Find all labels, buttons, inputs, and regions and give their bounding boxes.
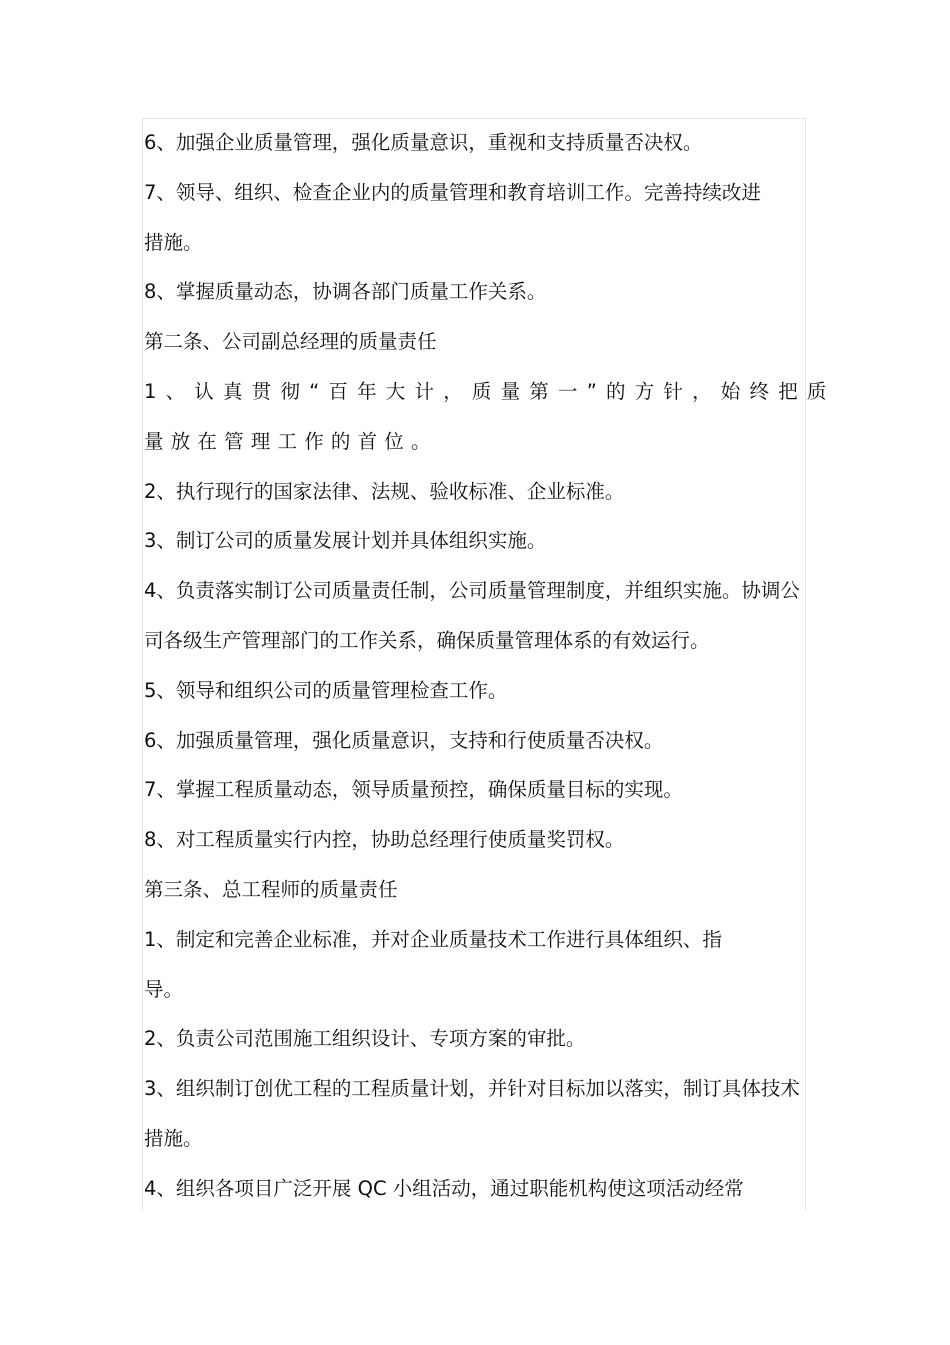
text-line: 措施。: [144, 1126, 203, 1150]
text-line: 量放在管理工作的首位。: [144, 429, 438, 453]
text-line: 5、领导和组织公司的质量管理检查工作。: [144, 678, 508, 702]
text-line: 1、认真贯彻“百年大计，质量第一”的方针，始终把质: [144, 379, 836, 403]
text-line: 2、负责公司范围施工组织设计、专项方案的审批。: [144, 1027, 586, 1051]
document-body: [144, 118, 836, 1214]
text-line: 4、负责落实制订公司质量责任制，公司质量管理制度，并组织实施。协调公: [144, 579, 800, 603]
text-line: 8、对工程质量实行内控，协助总经理行使质量奖罚权。: [144, 828, 625, 852]
text-line: 司各级生产管理部门的工作关系，确保质量管理体系的有效运行。: [144, 628, 710, 652]
text-line: 7、掌握工程质量动态，领导质量预控，确保质量目标的实现。: [144, 778, 683, 802]
text-line: 6、加强企业质量管理，强化质量意识，重视和支持质量否决权。: [144, 131, 703, 154]
text-line: 8、掌握质量动态，协调各部门质量工作关系。: [144, 280, 547, 304]
text-line: 7、领导、组织、检查企业内的质量管理和教育培训工作。完善持续改进: [144, 180, 761, 204]
text-line: 2、执行现行的国家法律、法规、验收标准、企业标准。: [144, 479, 625, 503]
text-line: 导。: [144, 977, 184, 1001]
text-line: 措施。: [144, 230, 203, 254]
text-line: 3、组织制订创优工程的工程质量计划，并针对目标加以落实，制订具体技术: [144, 1077, 800, 1101]
section-heading: 第三条、总工程师的质量责任: [144, 877, 398, 901]
text-line: 3、制订公司的质量发展计划并具体组织实施。: [144, 529, 547, 553]
text-line: 4、组织各项目广泛开展 QC 小组活动，通过职能机构使这项活动经常: [144, 1176, 744, 1200]
text-line: 6、加强质量管理，强化质量意识，支持和行使质量否决权。: [144, 728, 664, 752]
text-line: 1、制定和完善企业标准，并对企业质量技术工作进行具体组织、指: [144, 927, 722, 951]
section-heading: 第二条、公司副总经理的质量责任: [144, 330, 437, 354]
